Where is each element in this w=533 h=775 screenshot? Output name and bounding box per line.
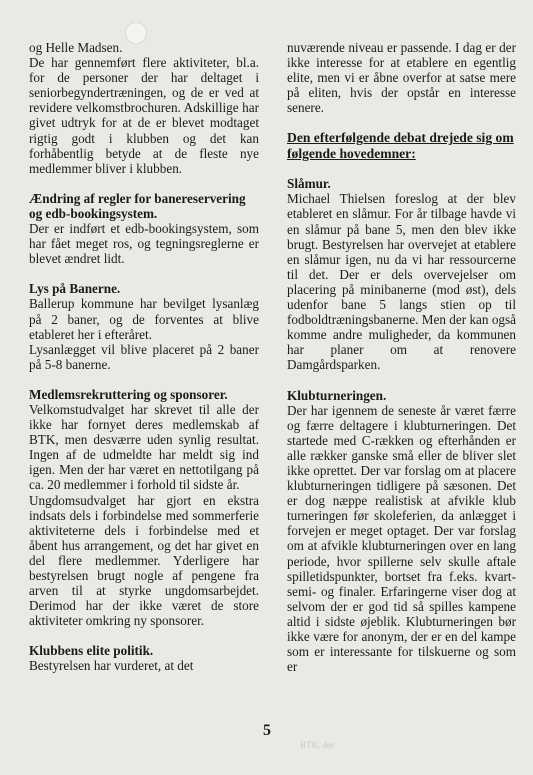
debate-heading: Den efterfølgende debat drejede sig om følgende hovedemner: [287, 130, 514, 161]
page-number: 5 [263, 722, 271, 739]
show-through-text: BTK, der [300, 740, 334, 750]
right-column [287, 40, 516, 674]
section-heading: Klubbens elite politik. [29, 643, 154, 659]
paragraph: Lysanlægget vil blive placeret på 2 baner på 5-8 banerne. [29, 341, 259, 372]
section-heading: Ændring af regler for banereservering og edb-bookingsystem. [29, 190, 246, 221]
section-heading: Slåmur. [287, 176, 331, 192]
paragraph: Bestyrelsen har vurderet, at det [29, 658, 194, 674]
paragraph: Der er indført et edb-bookingsystem, som har fået meget ros, og tegningsreglerne er blevet ændret lidt. [29, 221, 259, 267]
paragraph: Velkomstudvalget har skrevet til alle der ikke har fornyet deres medlemskab af BTK, men desværre uden synlig resultat. Ingen af de udmeldte har meldt sig ind igen. Men der har været en nettotilgang på ca. 20 medlemmer i forhold til sidste år. [29, 401, 259, 493]
section-heading: Klubturneringen. [287, 387, 387, 403]
paragraph: Ungdomsudvalget har gjort en ekstra indsats dels i forbindelse med sommerferie aktiviteterne dels i forbindelse med et åbent hus arrangement, og det har givet en del flere medlemmer. Yderligere har bestyrelsen brugt nogle af pengene fra arven til at styrke ungdomsarbejdet. Derimod har der ikke været de store aktiviteter omkring ny sponsorer. [29, 492, 259, 629]
paragraph: Der har igennem de seneste år været færre og færre deltagere i klubturneringen. Det startede med C-rækken og efterhånden er alle rækker ganske små eller de bliver slet ikke oprettet. Der var forslag om at placere klubturneringen tidligere på sæsonen. Det er dog næppe realistisk at afvikle klub turneringen før skoleferien, da anlægget i forvejen er meget optaget. Der var forslag om at afvikle klubturneringen over en lang periode, hvor spillerne selv skulle aftale spilletidspunkter, bortset fra f.eks. kvart- semi- og finaler. Erfaringerne viser dog at selvom der er god tid så spilles kampene altid i sidste øjeblik. Klubturneringen bør ikke være for anonym, der er en del kampe som er interessante for tilskuerne og som er [287, 402, 516, 675]
paragraph: Ballerup kommune har bevilget lysanlæg på 2 baner, og de forventes at blive etableret her i efteråret. [29, 296, 259, 342]
paragraph: De har gennemført flere aktiviteter, bl.a. for de personer der har deltaget i seniorbegyndertræningen, og de er ved at revidere velkomstbrochuren. Adskillige har givet udtryk for at de er blevet modtaget rigtig godt i klubben og det kan forhåbentlig betyde at de fleste nye medlemmer bliver i klubben. [29, 55, 259, 176]
left-column [29, 40, 259, 674]
section-heading: Lys på Banerne. [29, 281, 121, 297]
section-heading: Medlemsrekruttering og sponsorer. [29, 386, 228, 402]
paragraph: nuværende niveau er passende. I dag er der ikke interesse for at etablere en egentlig elite, men vi er åbne overfor at satse mere på eliten, hvis der opstår en interesse senere. [287, 40, 516, 116]
paragraph: og Helle Madsen. [29, 40, 123, 55]
paragraph: Michael Thielsen foreslog at der blev etableret en slåmur. For år tilbage havde vi en slåmur på bane 5, men den blev ikke brugt. Bestyrelsen har overvejet at etablere en slåmur igen, nu da vi har ressourcerne til det. Der er dels overvejelser om placering på minibanerne (mod øst), dels udenfor bane 5 langs stien op til fodboldtræningsbanerne. Men der kan også komme andre muligheder, da kommunen har planer om at renovere Damgårdsparken. [287, 191, 516, 373]
